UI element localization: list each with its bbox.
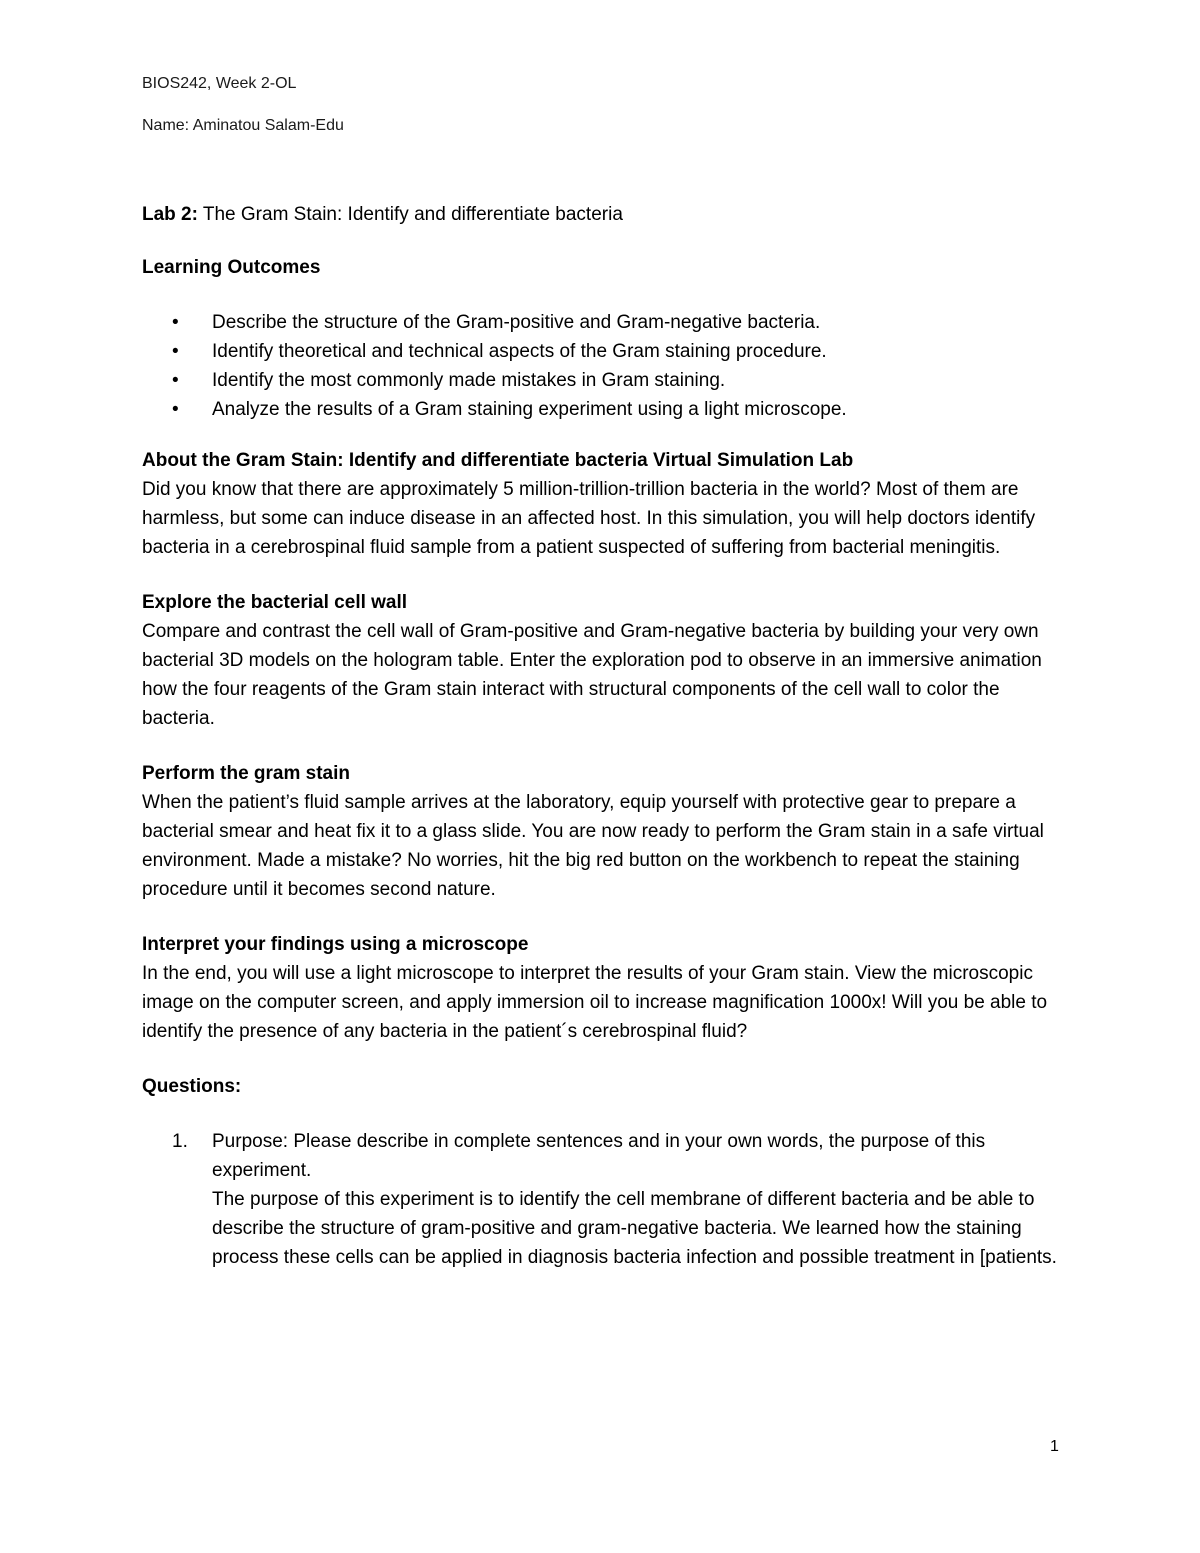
section-body: In the end, you will use a light microscope to interpret the results of your Gram stain. View the microscopic image on the computer screen, and apply immersion oil to increase magnification 1000x! Will you be able to identify the presence of any bacteria in the patient´s cerebrospinal fluid?: [142, 963, 1048, 1042]
section-interpret-findings: [142, 930, 1072, 1046]
lab-title-text: The Gram Stain: Identify and differentiate bacteria: [197, 204, 623, 225]
learning-outcomes-heading: Learning Outcomes: [142, 257, 321, 278]
section-body: When the patient’s fluid sample arrives at the laboratory, equip yourself with protective gear to prepare a bacterial smear and heat fix it to a glass slide. You are now ready to perform the Gram stain in a safe virtual environment. Made a mistake? No worries, hit the big red button on the workbench to repeat the staining procedure until it becomes second nature.: [142, 792, 1044, 900]
questions-list: [142, 1127, 1072, 1272]
questions-heading: Questions:: [142, 1076, 242, 1097]
section-perform-gram-stain: [142, 759, 1072, 904]
section-body: Compare and contrast the cell wall of Gram-positive and Gram-negative bacteria by building your very own bacterial 3D models on the hologram table. Enter the exploration pod to observe in an immersive animation how the four reagents of the Gram stain interact with structural components of the cell wall to color the bacteria.: [142, 621, 1042, 729]
lab-title-prefix: Lab 2:: [142, 204, 198, 225]
list-item: [142, 395, 1072, 424]
outcome-text: Identify the most commonly made mistakes in Gram staining.: [212, 370, 726, 391]
section-heading: About the Gram Stain: Identify and differentiate bacteria Virtual Simulation Lab: [142, 450, 854, 471]
question-answer: The purpose of this experiment is to identify the cell membrane of different bacteria and be able to describe the structure of gram-positive and gram-negative bacteria. We learned how the staining process these cells can be applied in diagnosis bacteria infection and possible treatment in [patients.: [212, 1189, 1057, 1268]
question-prompt: Purpose: Please describe in complete sentences and in your own words, the purpose of this experiment.: [212, 1131, 986, 1181]
course-header: BIOS242, Week 2-OL: [142, 75, 297, 92]
section-about-simulation: [142, 446, 1072, 562]
section-heading: Explore the bacterial cell wall: [142, 592, 408, 613]
section-explore-cell-wall: [142, 588, 1072, 733]
section-heading: Interpret your findings using a microscope: [142, 934, 529, 955]
bullet-icon: •: [172, 399, 179, 420]
document-body: [142, 200, 1072, 1272]
lab-title: [142, 200, 1072, 229]
question-number: 1.: [172, 1131, 188, 1152]
list-item: [142, 308, 1072, 337]
list-item: [142, 1127, 1072, 1272]
section-heading: Perform the gram stain: [142, 763, 350, 784]
list-item: [142, 366, 1072, 395]
outcome-text: Identify theoretical and technical aspects of the Gram staining procedure.: [212, 341, 827, 362]
outcome-text: Describe the structure of the Gram-positive and Gram-negative bacteria.: [212, 312, 821, 333]
bullet-icon: •: [172, 312, 179, 333]
learning-outcomes-list: [142, 308, 1072, 424]
section-body: Did you know that there are approximately 5 million-trillion-trillion bacteria in the world? Most of them are harmless, but some can induce disease in an affected host. In this simulation, you will help doctors identify bacteria in a cerebrospinal fluid sample from a patient suspected of suffering from bacterial meningitis.: [142, 479, 1036, 558]
outcome-text: Analyze the results of a Gram staining experiment using a light microscope.: [212, 399, 847, 420]
list-item: [142, 337, 1072, 366]
student-name-line: Name: Aminatou Salam-Edu: [142, 117, 344, 134]
bullet-icon: •: [172, 341, 179, 362]
page-number: 1: [1050, 1438, 1059, 1455]
bullet-icon: •: [172, 370, 179, 391]
